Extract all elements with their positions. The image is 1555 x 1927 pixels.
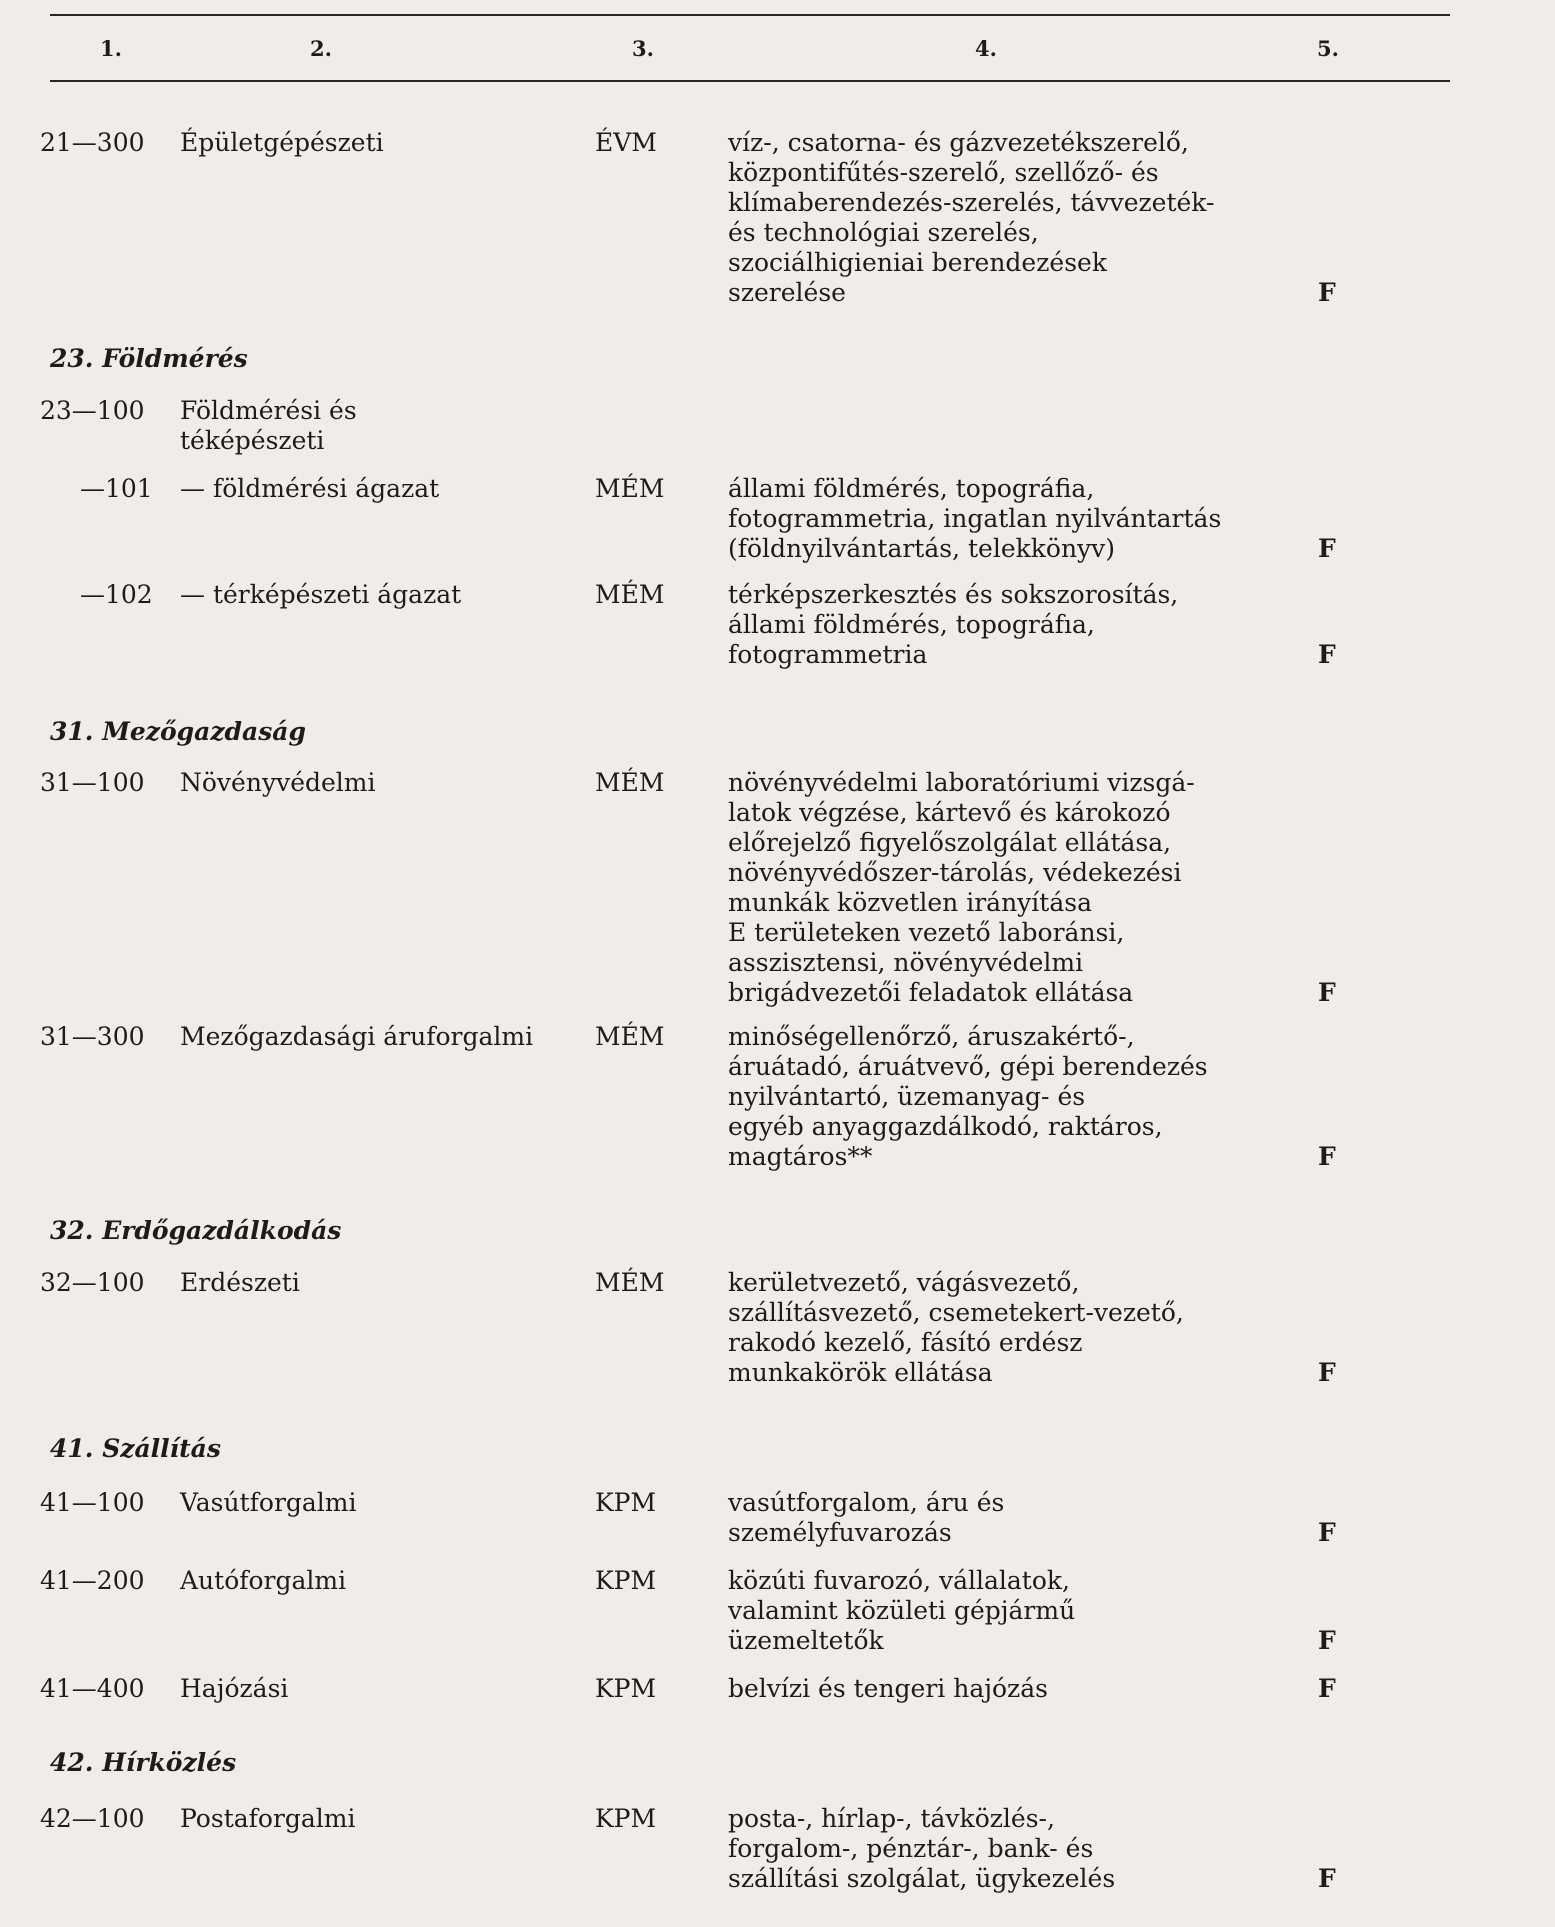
header-col-2: 2.: [310, 36, 332, 61]
row-ministry: MÉM: [595, 580, 665, 609]
row-description: állami földmérés, topográfia, fotogrammetria, ingatlan nyilvántartás (földnyilvántartás, telekkönyv): [728, 474, 1222, 563]
row-flag: F: [1318, 1518, 1336, 1547]
row-ministry: KPM: [595, 1674, 657, 1703]
row-name: Erdészeti: [180, 1268, 300, 1297]
row-description: közúti fuvarozó, vállalatok, valamint közületi gépjármű üzemeltetők: [728, 1566, 1076, 1655]
header-col-1: 1.: [100, 36, 122, 61]
row-description: posta-, hírlap-, távközlés-, forgalom-, pénztár-, bank- és szállítási szolgálat, ügykezelés: [728, 1804, 1116, 1893]
row-description: növényvédelmi laboratóriumi vizsgá- latok végzése, kártevő és károkozó előrejelző figyelőszolgálat ellátása, növényvédőszer-tárolás, védekezési munkák közvetlen irányítása E területeken vezető laboránsi, asszisztensi, növényvédelmi brigádvezetői feladatok ellátása: [728, 768, 1195, 1007]
row-description: vasútforgalom, áru és személyfuvarozás: [728, 1488, 1005, 1547]
row-flag: F: [1318, 1674, 1336, 1703]
row-name: Mezőgazdasági áruforgalmi: [180, 1022, 534, 1051]
header-col-3: 3.: [632, 36, 654, 61]
row-flag: F: [1318, 1626, 1336, 1655]
section-heading: 42. Hírközlés: [50, 1748, 237, 1777]
row-code: 23—100: [40, 396, 145, 425]
row-flag: F: [1318, 1358, 1336, 1387]
row-code: 32—100: [40, 1268, 145, 1297]
row-name: — földmérési ágazat: [180, 474, 440, 503]
row-ministry: KPM: [595, 1804, 657, 1833]
row-code: 41—100: [40, 1488, 145, 1517]
row-name: Földmérési és téképészeti: [180, 396, 357, 455]
row-code: —102: [80, 580, 153, 609]
row-code: 42—100: [40, 1804, 145, 1833]
section-heading: 41. Szállítás: [50, 1434, 221, 1463]
row-name: Vasútforgalmi: [180, 1488, 357, 1517]
row-code: 31—300: [40, 1022, 145, 1051]
row-description: kerületvezető, vágásvezető, szállításvezető, csemetekert-vezető, rakodó kezelő, fásító erdész munkakörök ellátása: [728, 1268, 1184, 1387]
row-flag: F: [1318, 278, 1336, 307]
row-ministry: MÉM: [595, 1022, 665, 1051]
row-name: Épületgépészeti: [180, 128, 384, 157]
row-ministry: KPM: [595, 1566, 657, 1595]
row-description: belvízi és tengeri hajózás: [728, 1674, 1048, 1703]
row-code: 31—100: [40, 768, 145, 797]
section-heading: 32. Erdőgazdálkodás: [50, 1216, 342, 1245]
row-flag: F: [1318, 978, 1336, 1007]
row-code: —101: [80, 474, 153, 503]
row-description: víz-, csatorna- és gázvezetékszerelő, központifűtés-szerelő, szellőző- és klímaberendezés-szerelés, távvezeték- és technológiai szerelés, szociálhigieniai berendezések szerelése: [728, 128, 1215, 307]
row-description: térképszerkesztés és sokszorosítás, állami földmérés, topográfıa, fotogrammetria: [728, 580, 1179, 669]
row-code: 41—200: [40, 1566, 145, 1595]
section-heading: 31. Mezőgazdaság: [50, 717, 306, 746]
row-ministry: MÉM: [595, 768, 665, 797]
section-heading: 23. Földmérés: [50, 344, 248, 373]
row-description: minőségellenőrző, áruszakértő-, áruátadó, áruátvevő, gépi berendezés nyilvántartó, üzemanyag- és egyéb anyaggazdálkodó, raktáros, magtáros**: [728, 1022, 1208, 1171]
row-code: 21—300: [40, 128, 145, 157]
row-name: Autóforgalmi: [180, 1566, 347, 1595]
top-rule: [50, 14, 1450, 16]
row-ministry: KPM: [595, 1488, 657, 1517]
row-ministry: MÉM: [595, 1268, 665, 1297]
header-col-4: 4.: [975, 36, 997, 61]
row-name: Hajózási: [180, 1674, 289, 1703]
row-ministry: ÉVM: [595, 128, 657, 157]
header-rule: [50, 80, 1450, 82]
row-flag: F: [1318, 534, 1336, 563]
row-flag: F: [1318, 640, 1336, 669]
row-name: Növényvédelmi: [180, 768, 376, 797]
row-flag: F: [1318, 1142, 1336, 1171]
row-ministry: MÉM: [595, 474, 665, 503]
row-name: — térképészeti ágazat: [180, 580, 462, 609]
row-flag: F: [1318, 1864, 1336, 1893]
header-col-5: 5.: [1317, 36, 1339, 61]
row-code: 41—400: [40, 1674, 145, 1703]
row-name: Postaforgalmi: [180, 1804, 356, 1833]
